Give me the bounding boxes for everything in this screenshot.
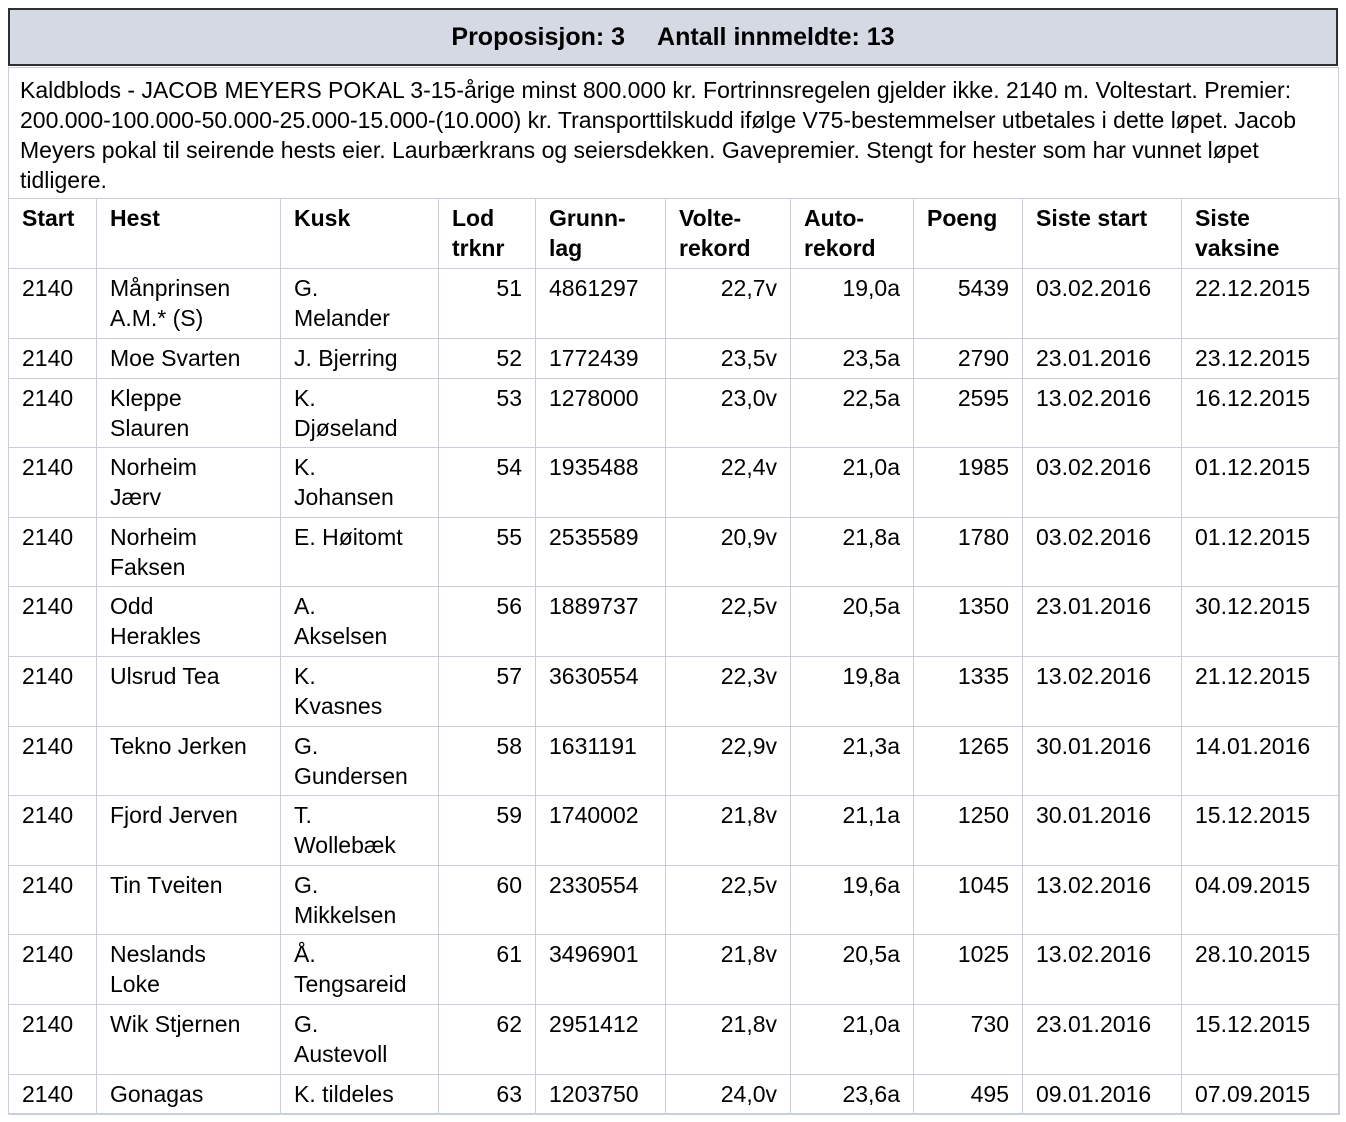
horse-cell-line: Norheim <box>110 523 197 550</box>
driver-cell-line: Wollebæk <box>294 832 396 859</box>
last-start-cell: 13.02.2016 <box>1023 656 1182 726</box>
lot-cell: 59 <box>439 796 536 866</box>
column-header <box>9 199 97 269</box>
horse-cell <box>97 796 281 866</box>
last-start-cell: 09.01.2016 <box>1023 1074 1182 1114</box>
driver-cell <box>281 935 439 1005</box>
column-header-line1: Lod <box>452 205 495 231</box>
entries-table <box>8 198 1340 1115</box>
last-start-cell: 03.02.2016 <box>1023 448 1182 518</box>
auto-record-cell: 19,8a <box>791 656 914 726</box>
auto-record-cell: 21,0a <box>791 448 914 518</box>
basis-cell: 1278000 <box>536 378 666 448</box>
auto-record-cell: 21,3a <box>791 726 914 796</box>
column-header <box>97 199 281 269</box>
start-cell: 2140 <box>9 656 97 726</box>
driver-cell-line: K. <box>294 384 316 411</box>
basis-cell: 1772439 <box>536 338 666 378</box>
auto-record-cell: 23,6a <box>791 1074 914 1114</box>
horse-cell-line: Slauren <box>110 414 190 441</box>
proposisjon-label: Proposisjon: 3 <box>451 22 626 51</box>
basis-cell: 1203750 <box>536 1074 666 1114</box>
points-cell: 1250 <box>914 796 1023 866</box>
horse-cell-line: Odd <box>110 593 154 620</box>
horse-cell <box>97 517 281 587</box>
start-cell: 2140 <box>9 865 97 935</box>
last-start-cell: 23.01.2016 <box>1023 338 1182 378</box>
basis-cell: 4861297 <box>536 269 666 339</box>
start-cell: 2140 <box>9 726 97 796</box>
basis-cell: 3496901 <box>536 935 666 1005</box>
lot-cell: 62 <box>439 1004 536 1074</box>
horse-cell <box>97 378 281 448</box>
start-cell: 2140 <box>9 796 97 866</box>
volte-record-cell: 24,0v <box>666 1074 791 1114</box>
volte-record-cell: 22,7v <box>666 269 791 339</box>
column-header-line2: rekord <box>804 235 876 261</box>
start-cell: 2140 <box>9 935 97 1005</box>
lot-cell: 58 <box>439 726 536 796</box>
column-header-line1: Poeng <box>927 205 998 231</box>
last-vaccine-cell: 16.12.2015 <box>1182 378 1340 448</box>
last-vaccine-cell: 01.12.2015 <box>1182 448 1340 518</box>
basis-cell: 2330554 <box>536 865 666 935</box>
driver-cell-line: K. <box>294 454 316 481</box>
points-cell: 1780 <box>914 517 1023 587</box>
points-cell: 1045 <box>914 865 1023 935</box>
race-description: Kaldblods - JACOB MEYERS POKAL 3-15-årige minst 800.000 kr. Fortrinnsregelen gjelder ikke. 2140 m. Voltestart. Premier: 200.000-100.000-50.000-25.000-15.000-(10.000) kr. Transporttilskudd ifølge V75-bestemmelser utbetales i dette løpet. Jacob Meyers pokal til seirende hests eier. Laurbærkrans og seiersdekken. Gavepremier. Stengt for hester som har vunnet løpet tidligere. <box>20 77 1296 193</box>
driver-cell <box>281 865 439 935</box>
driver-cell <box>281 378 439 448</box>
table-header-row <box>9 199 1340 269</box>
driver-cell-line: Austevoll <box>294 1040 388 1067</box>
start-cell: 2140 <box>9 587 97 657</box>
horse-cell-line: Tin Tveiten <box>110 871 223 898</box>
driver-cell-line: Djøseland <box>294 414 398 441</box>
start-cell: 2140 <box>9 378 97 448</box>
column-header-line1: Auto- <box>804 205 865 231</box>
basis-cell: 2535589 <box>536 517 666 587</box>
table-row <box>9 378 1340 448</box>
last-start-cell: 23.01.2016 <box>1023 1004 1182 1074</box>
horse-cell <box>97 1004 281 1074</box>
column-header <box>439 199 536 269</box>
volte-record-cell: 21,8v <box>666 935 791 1005</box>
horse-cell-line: Gonagas <box>110 1080 204 1107</box>
last-start-cell: 13.02.2016 <box>1023 865 1182 935</box>
driver-cell <box>281 338 439 378</box>
volte-record-cell: 21,8v <box>666 796 791 866</box>
lot-cell: 55 <box>439 517 536 587</box>
start-cell: 2140 <box>9 338 97 378</box>
last-vaccine-cell: 30.12.2015 <box>1182 587 1340 657</box>
driver-cell-line: Melander <box>294 305 390 331</box>
last-vaccine-cell: 28.10.2015 <box>1182 935 1340 1005</box>
volte-record-cell: 23,0v <box>666 378 791 448</box>
column-header <box>666 199 791 269</box>
driver-cell-line: Gundersen <box>294 762 408 789</box>
points-cell: 1350 <box>914 587 1023 657</box>
volte-record-cell: 22,4v <box>666 448 791 518</box>
volte-record-cell: 22,9v <box>666 726 791 796</box>
basis-cell: 1889737 <box>536 587 666 657</box>
driver-cell-line: Akselsen <box>294 623 388 650</box>
points-cell: 1335 <box>914 656 1023 726</box>
horse-cell-line: Fjord Jerven <box>110 802 238 829</box>
horse-cell-line: Loke <box>110 971 160 998</box>
volte-record-cell: 22,3v <box>666 656 791 726</box>
column-header <box>281 199 439 269</box>
lot-cell: 54 <box>439 448 536 518</box>
column-header <box>536 199 666 269</box>
column-header <box>1182 199 1340 269</box>
driver-cell-line: Johansen <box>294 484 394 511</box>
auto-record-cell: 21,1a <box>791 796 914 866</box>
driver-cell-line: A. <box>294 593 316 620</box>
column-header-line1: Kusk <box>294 205 351 231</box>
horse-cell <box>97 656 281 726</box>
last-vaccine-cell: 07.09.2015 <box>1182 1074 1340 1114</box>
horse-cell <box>97 865 281 935</box>
horse-cell <box>97 269 281 339</box>
lot-cell: 63 <box>439 1074 536 1114</box>
lot-cell: 61 <box>439 935 536 1005</box>
column-header-line1: Volte- <box>679 205 742 231</box>
table-row <box>9 517 1340 587</box>
start-cell: 2140 <box>9 1004 97 1074</box>
horse-cell <box>97 587 281 657</box>
column-header-line1: Siste start <box>1036 205 1148 231</box>
driver-cell-line: Kvasnes <box>294 692 383 719</box>
start-cell: 2140 <box>9 269 97 339</box>
column-header-line2: vaksine <box>1195 235 1280 261</box>
table-row <box>9 1004 1340 1074</box>
horse-cell-line: A.M.* (S) <box>110 305 204 331</box>
table-row <box>9 587 1340 657</box>
table-row <box>9 448 1340 518</box>
start-cell: 2140 <box>9 448 97 518</box>
volte-record-cell: 20,9v <box>666 517 791 587</box>
lot-cell: 51 <box>439 269 536 339</box>
table-row <box>9 338 1340 378</box>
last-vaccine-cell: 01.12.2015 <box>1182 517 1340 587</box>
column-header-line1: Siste <box>1195 205 1250 231</box>
column-header-line2: lag <box>549 235 583 261</box>
driver-cell <box>281 269 439 339</box>
volte-record-cell: 21,8v <box>666 1004 791 1074</box>
lot-cell: 53 <box>439 378 536 448</box>
horse-cell-line: Ulsrud Tea <box>110 662 220 689</box>
driver-cell <box>281 656 439 726</box>
last-vaccine-cell: 04.09.2015 <box>1182 865 1340 935</box>
table-body <box>9 269 1340 1115</box>
last-vaccine-cell: 23.12.2015 <box>1182 338 1340 378</box>
points-cell: 2790 <box>914 338 1023 378</box>
points-cell: 1985 <box>914 448 1023 518</box>
points-cell: 1265 <box>914 726 1023 796</box>
column-header <box>914 199 1023 269</box>
driver-cell-line: Mikkelsen <box>294 901 397 928</box>
lot-cell: 56 <box>439 587 536 657</box>
horse-cell-line: Jærv <box>110 484 162 511</box>
lot-cell: 60 <box>439 865 536 935</box>
driver-cell-line: G. <box>294 732 319 759</box>
column-header <box>1023 199 1182 269</box>
horse-cell-line: Neslands <box>110 941 206 968</box>
driver-cell-line: Å. <box>294 941 316 968</box>
driver-cell <box>281 517 439 587</box>
lot-cell: 57 <box>439 656 536 726</box>
horse-cell <box>97 448 281 518</box>
driver-cell <box>281 726 439 796</box>
auto-record-cell: 21,8a <box>791 517 914 587</box>
driver-cell-line: K. tildeles <box>294 1080 394 1107</box>
basis-cell: 1631191 <box>536 726 666 796</box>
last-start-cell: 03.02.2016 <box>1023 269 1182 339</box>
start-cell: 2140 <box>9 517 97 587</box>
antall-label: Antall innmeldte: 13 <box>657 22 895 51</box>
driver-cell-line: Tengsareid <box>294 971 407 998</box>
points-cell: 5439 <box>914 269 1023 339</box>
auto-record-cell: 20,5a <box>791 935 914 1005</box>
horse-cell-line: Herakles <box>110 623 201 650</box>
volte-record-cell: 22,5v <box>666 865 791 935</box>
driver-cell-line: G. <box>294 1010 319 1037</box>
horse-cell <box>97 726 281 796</box>
column-header <box>791 199 914 269</box>
horse-cell-line: Kleppe <box>110 384 182 411</box>
last-vaccine-cell: 15.12.2015 <box>1182 1004 1340 1074</box>
table-row <box>9 726 1340 796</box>
column-header-line1: Grunn- <box>549 205 626 231</box>
auto-record-cell: 22,5a <box>791 378 914 448</box>
points-cell: 730 <box>914 1004 1023 1074</box>
auto-record-cell: 19,0a <box>791 269 914 339</box>
horse-cell-line: Faksen <box>110 553 186 580</box>
horse-cell-line: Tekno Jerken <box>110 732 247 759</box>
points-cell: 2595 <box>914 378 1023 448</box>
driver-cell <box>281 448 439 518</box>
driver-cell-line: J. Bjerring <box>294 344 398 371</box>
last-vaccine-cell: 22.12.2015 <box>1182 269 1340 339</box>
horse-cell-line: Wik Stjernen <box>110 1010 241 1037</box>
horse-cell <box>97 935 281 1005</box>
auto-record-cell: 19,6a <box>791 865 914 935</box>
column-header-line1: Start <box>22 205 75 231</box>
basis-cell: 1935488 <box>536 448 666 518</box>
driver-cell-line: T. <box>294 802 312 829</box>
driver-cell <box>281 587 439 657</box>
proposition-header <box>8 8 1338 66</box>
last-vaccine-cell: 15.12.2015 <box>1182 796 1340 866</box>
last-start-cell: 13.02.2016 <box>1023 935 1182 1005</box>
points-cell: 1025 <box>914 935 1023 1005</box>
column-header-line2: trknr <box>452 235 505 261</box>
column-header-line2: rekord <box>679 235 751 261</box>
table-row <box>9 865 1340 935</box>
basis-cell: 3630554 <box>536 656 666 726</box>
driver-cell-line: K. <box>294 662 316 689</box>
last-start-cell: 30.01.2016 <box>1023 726 1182 796</box>
column-header-line1: Hest <box>110 205 160 231</box>
driver-cell-line: E. Høitomt <box>294 523 403 550</box>
auto-record-cell: 21,0a <box>791 1004 914 1074</box>
volte-record-cell: 23,5v <box>666 338 791 378</box>
table-row <box>9 935 1340 1005</box>
driver-cell <box>281 1074 439 1114</box>
lot-cell: 52 <box>439 338 536 378</box>
points-cell: 495 <box>914 1074 1023 1114</box>
driver-cell <box>281 796 439 866</box>
last-start-cell: 03.02.2016 <box>1023 517 1182 587</box>
table-row <box>9 656 1340 726</box>
horse-cell-line: Moe Svarten <box>110 344 241 371</box>
horse-cell <box>97 338 281 378</box>
table-row <box>9 796 1340 866</box>
last-vaccine-cell: 21.12.2015 <box>1182 656 1340 726</box>
driver-cell-line: G. <box>294 275 319 301</box>
horse-cell <box>97 1074 281 1114</box>
basis-cell: 1740002 <box>536 796 666 866</box>
auto-record-cell: 20,5a <box>791 587 914 657</box>
auto-record-cell: 23,5a <box>791 338 914 378</box>
horse-cell-line: Norheim <box>110 454 197 481</box>
table-row <box>9 269 1340 339</box>
horse-cell-line: Månprinsen <box>110 275 231 301</box>
last-start-cell: 30.01.2016 <box>1023 796 1182 866</box>
basis-cell: 2951412 <box>536 1004 666 1074</box>
last-start-cell: 13.02.2016 <box>1023 378 1182 448</box>
driver-cell <box>281 1004 439 1074</box>
start-cell: 2140 <box>9 1074 97 1114</box>
volte-record-cell: 22,5v <box>666 587 791 657</box>
last-start-cell: 23.01.2016 <box>1023 587 1182 657</box>
driver-cell-line: G. <box>294 871 319 898</box>
table-row <box>9 1074 1340 1114</box>
last-vaccine-cell: 14.01.2016 <box>1182 726 1340 796</box>
